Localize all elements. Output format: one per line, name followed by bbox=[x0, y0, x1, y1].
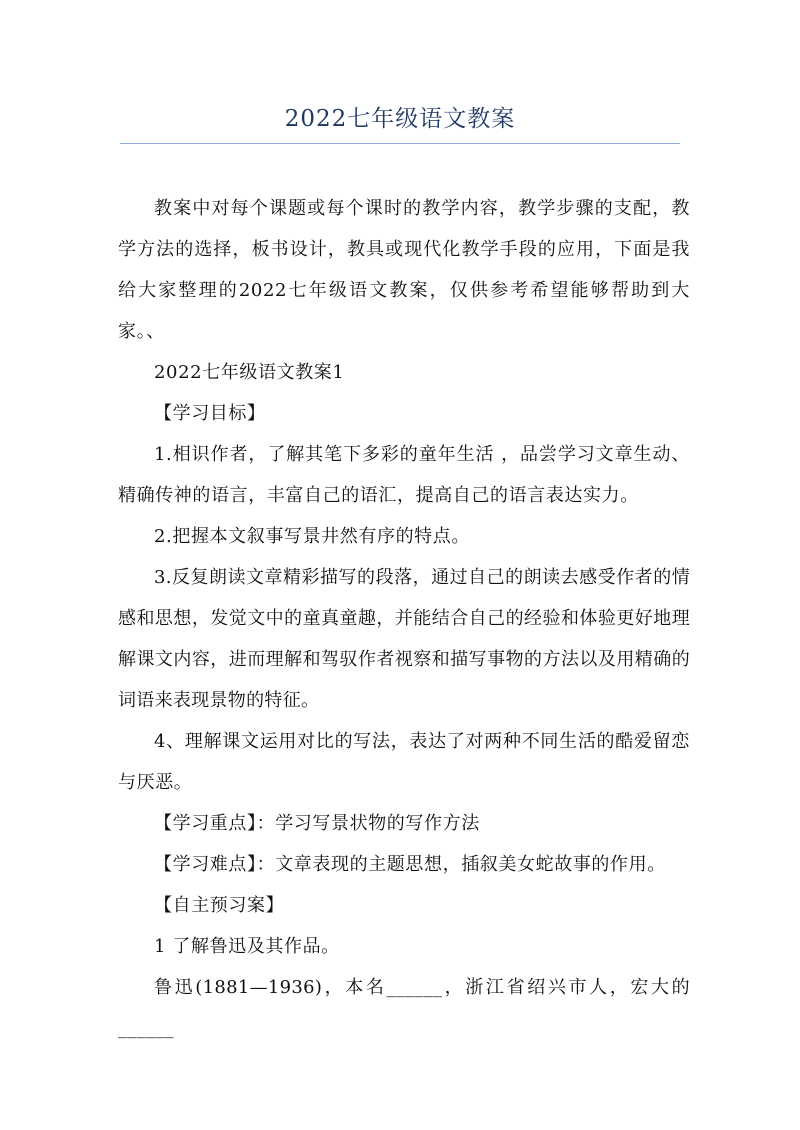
goal-item-1: 1.相识作者，了解其笔下多彩的童年生活 ，品尝学习文章生动、精确传神的语言，丰富自己的语汇，提高自己的语言表达实力。 bbox=[118, 444, 690, 506]
document-title: 2022七年级语文教案 bbox=[284, 106, 516, 132]
document-body bbox=[118, 188, 690, 1049]
title-divider bbox=[120, 143, 680, 144]
intro-paragraph: 教案中对每个课题或每个课时的教学内容，教学步骤的支配，教学方法的选择，板书设计，教具或现代化教学手段的应用，下面是我给大家整理的2022七年级语文教案，仅供参考希望能够帮助到大家。、 bbox=[118, 198, 690, 342]
goal-item-3: 3.反复朗读文章精彩描写的段落，通过自己的朗读去感受作者的情感和思想，发觉文中的童真童趣，并能结合自己的经验和体验更好地理解课文内容，进而理解和驾驭作者视察和描写事物的方法以及用精确的词语来表现景物的特征。 bbox=[118, 567, 690, 711]
goal-item-4: 4、理解课文运用对比的写法，表达了对两种不同生活的酷爱留恋与厌恶。 bbox=[118, 731, 690, 793]
fill-in-blank-line: 鲁迅(1881—1936)，本名______，浙江省绍兴市人，宏大的______ bbox=[118, 977, 690, 1039]
difficult-points: 【学习难点】：文章表现的主题思想，插叙美女蛇故事的作用。 bbox=[154, 854, 666, 875]
goal-item-2: 2.把握本文叙事写景井然有序的特点。 bbox=[154, 526, 470, 547]
self-study-heading: 【自主预习案】 bbox=[154, 895, 285, 916]
key-points: 【学习重点】：学习写景状物的写作方法 bbox=[154, 813, 480, 834]
section-heading: 2022七年级语文教案1 bbox=[154, 362, 345, 383]
learning-goals-heading: 【学习目标】 bbox=[154, 403, 266, 424]
self-study-item-1: 1 了解鲁迅及其作品。 bbox=[154, 936, 340, 957]
